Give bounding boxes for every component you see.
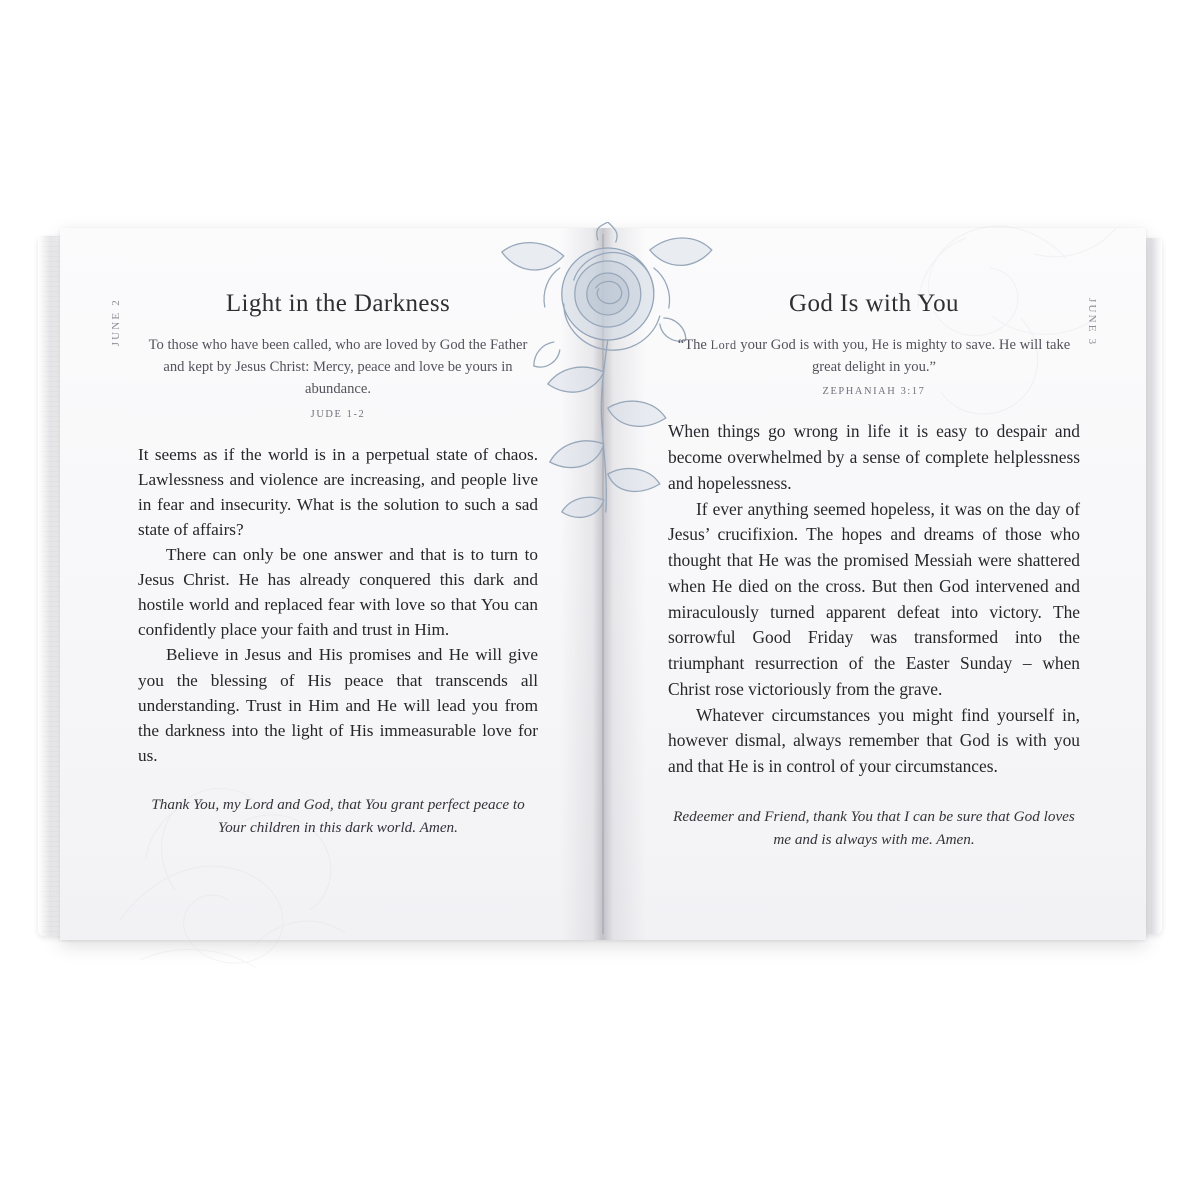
paragraph: Believe in Jesus and His promises and He will give you the blessing of His peace that transcends all understanding. Trust in Him and He will lead you from the darkness into the light of His immeasurable love for us. <box>138 645 538 765</box>
scripture-reference-left: JUDE 1-2 <box>310 408 366 420</box>
book-spread <box>60 228 1146 940</box>
prayer-right: Redeemer and Friend, thank You that I can be sure that God loves me and is always with me. Amen. <box>673 807 1075 848</box>
open-book <box>38 228 1162 940</box>
paragraph: It seems as if the world is in a perpetual state of chaos. Lawlessness and violence are increasing, and people live in fear and insecurity. What is the solution to such a sad state of affairs? <box>138 444 538 539</box>
paragraph: When things go wrong in life it is easy to despair and become overwhelmed by a sense of complete helplessness and hopelessness. <box>668 421 1080 493</box>
scripture-verse-left: To those who have been called, who are loved by God the Father and kept by Jesus Christ: Mercy, peace and love be yours in abundance. <box>148 337 528 398</box>
devotion-right <box>668 290 1080 851</box>
paragraph: Whatever circumstances you might find yourself in, however dismal, always remember that God is with you and that He is in control of your circumstances. <box>668 704 1080 777</box>
verse-divine-name: Lord <box>710 338 737 352</box>
scripture-verse-right <box>668 334 1080 378</box>
date-tab-left: JUNE 2 <box>110 298 122 347</box>
scripture-reference-right: ZEPHANIAH 3:17 <box>822 386 926 398</box>
devotion-left <box>138 290 538 840</box>
page-right <box>603 228 1146 940</box>
devotion-body-right <box>668 419 1080 780</box>
devotion-title-right: God Is with You <box>789 290 959 317</box>
devotion-body-left <box>138 442 538 768</box>
devotion-title-left: Light in the Darkness <box>225 290 451 317</box>
page-left <box>60 228 603 940</box>
verse-open: “The <box>677 337 711 353</box>
prayer-left: Thank You, my Lord and God, that You grant perfect peace to Your children in this dark world. Amen. <box>151 795 525 836</box>
paragraph: If ever anything seemed hopeless, it was on the day of Jesus’ crucifixion. The hopes and dreams of those who thought that He was the promised Messiah were shattered when He died on the cross. But then God intervened and miraculously turned apparent defeat into victory. The sorrowful Good Friday was transformed into the triumphant resurrection of the Easter Sunday – when Christ rose victoriously from the grave. <box>668 498 1080 699</box>
verse-rest: your God is with you, He is mighty to save. He will take great delight in you.” <box>736 337 1071 376</box>
paragraph: There can only be one answer and that is to turn to Jesus Christ. He has already conquered this dark and hostile world and replaced fear with love so that You can confidently place your faith and trust in Him. <box>138 544 538 640</box>
date-tab-right: JUNE 3 <box>1086 298 1098 347</box>
